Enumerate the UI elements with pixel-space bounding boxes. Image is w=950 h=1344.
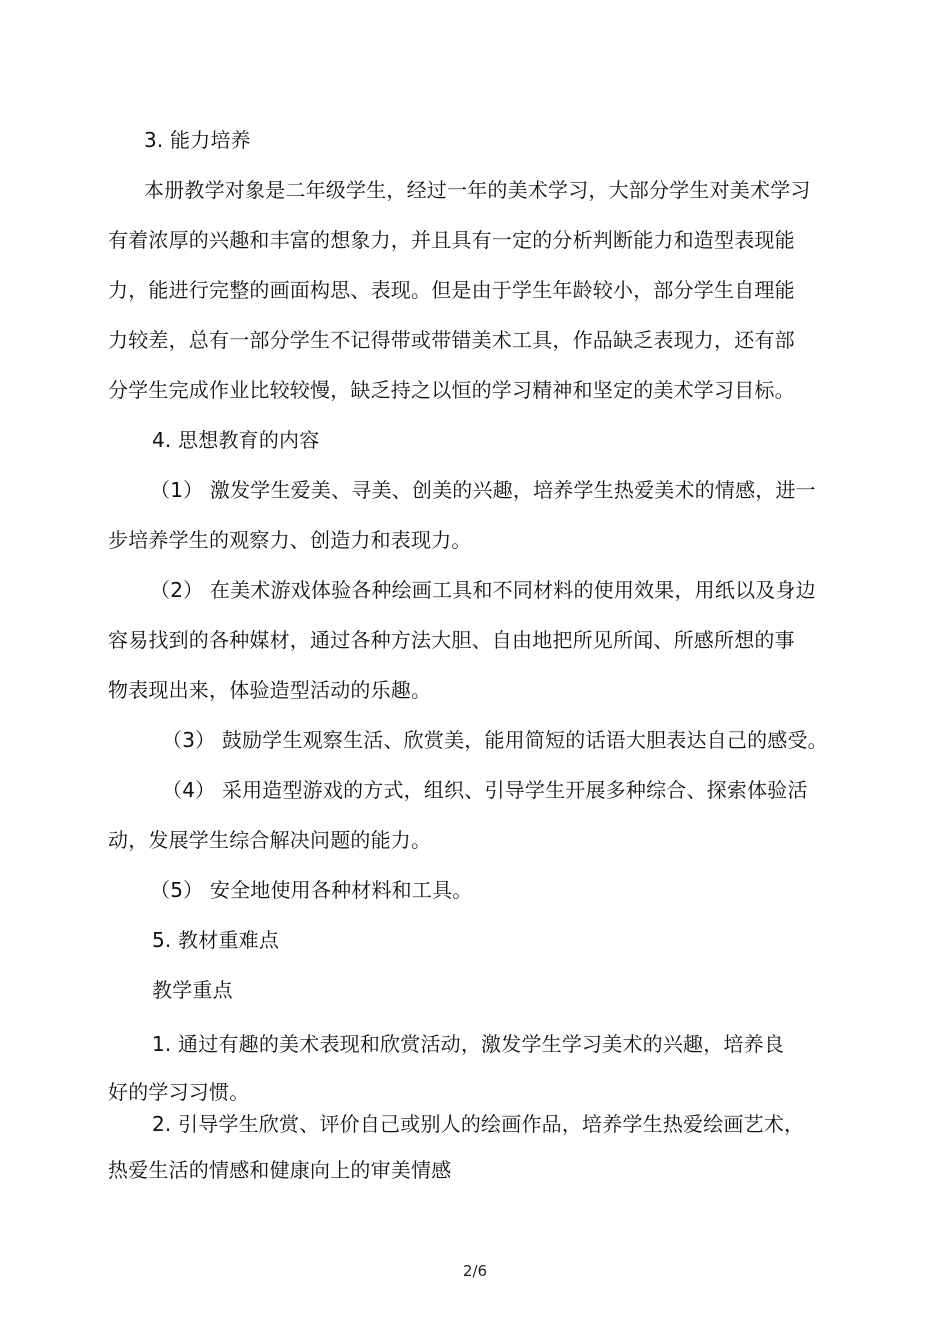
key-point-1-line-1: 1. 通过有趣的美术表现和欣赏活动，激发学生学习美术的兴趣，培养良 [152,1032,785,1056]
key-point-2-line-1: 2. 引导学生欣赏、评价自己或别人的绘画作品，培养学生热爱绘画艺术， [152,1112,805,1136]
section-3-line-4: 力较差，总有一部分学生不记得带或带错美术工具，作品缺乏表现力，还有部 [108,328,795,352]
section-4-heading: 4. 思想教育的内容 [152,428,320,452]
section-4-item-2-line-1: （2） 在美术游戏体验各种绘画工具和不同材料的使用效果，用纸以及身边 [150,578,816,602]
key-points-heading: 教学重点 [152,978,233,1002]
key-point-2-line-2: 热爱生活的情感和健康向上的审美情感 [108,1158,452,1182]
section-3-line-2: 有着浓厚的兴趣和丰富的想象力，并且具有一定的分析判断能力和造型表现能 [108,228,795,252]
section-3-heading: 3. 能力培养 [144,128,251,152]
section-4-item-4-line-1: （4） 采用造型游戏的方式，组织、引导学生开展多种综合、探索体验活 [162,778,808,802]
key-point-1-line-2: 好的学习习惯。 [108,1080,250,1104]
section-4-item-2-line-3: 物表现出来，体验造型活动的乐趣。 [108,678,432,702]
section-4-item-1-line-2: 步培养学生的观察力、创造力和表现力。 [108,528,472,552]
section-4-item-1-line-1: （1） 激发学生爱美、寻美、创美的兴趣，培养学生热爱美术的情感，进一 [150,478,816,502]
section-3-line-5: 分学生完成作业比较较慢，缺乏持之以恒的学习精神和坚定的美术学习目标。 [108,378,795,402]
section-5-heading: 5. 教材重难点 [152,928,280,952]
section-4-item-4-line-2: 动，发展学生综合解决问题的能力。 [108,828,432,852]
section-4-item-2-line-2: 容易找到的各种媒材，通过各种方法大胆、自由地把所见所闻、所感所想的事 [108,628,795,652]
section-4-item-5: （5） 安全地使用各种材料和工具。 [150,878,473,902]
page-number: 2/6 [462,1262,488,1280]
section-3-line-1: 本册教学对象是二年级学生，经过一年的美术学习，大部分学生对美术学习 [144,178,811,202]
section-3-line-3: 力，能进行完整的画面构思、表现。但是由于学生年龄较小，部分学生自理能 [108,278,795,302]
section-4-item-3: （3） 鼓励学生观察生活、欣赏美，能用简短的话语大胆表达自己的感受。 [162,728,828,752]
